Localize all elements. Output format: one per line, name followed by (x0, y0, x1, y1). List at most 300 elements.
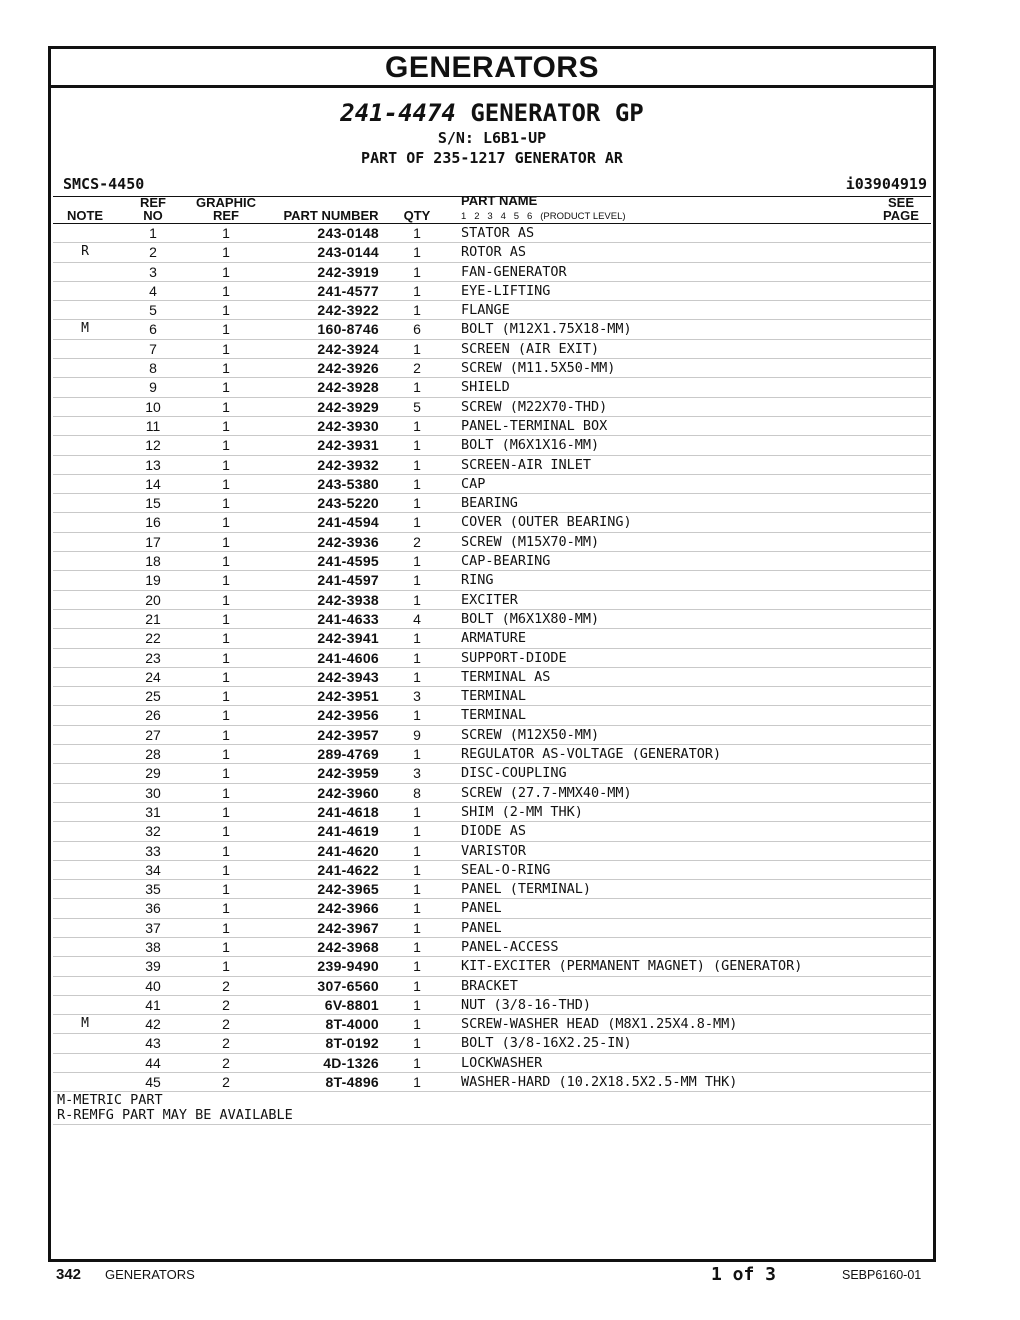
part-number-cell: 242-3929 (317, 398, 379, 415)
ref-no-cell: 3 (149, 263, 157, 280)
qty-cell: 1 (413, 707, 421, 724)
part-name-cell: PANEL-ACCESS (461, 938, 559, 955)
part-name-cell: PANEL (TERMINAL) (461, 881, 592, 898)
table-row (53, 1015, 931, 1034)
graphic-ref-cell: 2 (222, 996, 230, 1013)
part-number-cell: 289-4769 (317, 746, 379, 763)
qty-cell: 1 (413, 938, 421, 955)
qty-cell: 3 (413, 765, 421, 782)
ref-no-cell: 44 (145, 1054, 161, 1071)
part-name-cell: VARISTOR (461, 842, 527, 859)
ref-no-cell: 37 (145, 919, 161, 936)
graphic-ref-cell: 1 (222, 958, 230, 975)
ref-no-cell: 38 (145, 938, 161, 955)
part-number-cell: 241-4622 (317, 861, 379, 878)
col-graphic-top: GRAPHIC (196, 195, 256, 210)
part-name-cell: COVER (OUTER BEARING) (461, 514, 632, 531)
col-ref-bottom: NO (143, 208, 163, 223)
part-number-cell: 160-8746 (317, 321, 379, 338)
ref-no-cell: 32 (145, 823, 161, 840)
ref-no-cell: 13 (145, 456, 161, 473)
table-row (53, 629, 931, 648)
part-number-cell: 8T-4000 (325, 1016, 379, 1033)
graphic-ref-cell: 1 (222, 803, 230, 820)
part-number-cell: 242-3930 (317, 417, 379, 434)
graphic-ref-cell: 2 (222, 1054, 230, 1071)
graphic-ref-cell: 1 (222, 881, 230, 898)
part-number-cell: 307-6560 (317, 977, 379, 994)
table-row (53, 552, 931, 571)
qty-cell: 1 (413, 302, 421, 319)
part-name-cell: SCREW (M12X50-MM) (461, 726, 600, 743)
qty-cell: 1 (413, 823, 421, 840)
part-name-cell: SUPPORT-DIODE (461, 649, 567, 666)
table-row (53, 977, 931, 996)
part-name-cell: SHIELD (461, 379, 510, 396)
graphic-ref-cell: 1 (222, 244, 230, 261)
part-name-cell: DISC-COUPLING (461, 765, 567, 782)
ref-no-cell: 23 (145, 649, 161, 666)
qty-cell: 1 (413, 900, 421, 917)
part-name-cell: SCREW (M11.5X50-MM) (461, 360, 616, 377)
graphic-ref-cell: 1 (222, 668, 230, 685)
ref-no-cell: 34 (145, 861, 161, 878)
ref-no-cell: 35 (145, 881, 161, 898)
ref-no-cell: 6 (149, 321, 157, 338)
col-graphic-bottom: REF (213, 208, 239, 223)
part-number-cell: 242-3967 (317, 919, 379, 936)
graphic-ref-cell: 1 (222, 437, 230, 454)
qty-cell: 1 (413, 379, 421, 396)
qty-cell: 1 (413, 456, 421, 473)
qty-cell: 1 (413, 919, 421, 936)
smcs-code: SMCS-4450 (63, 175, 145, 193)
graphic-ref-cell: 1 (222, 630, 230, 647)
document-id: SEBP6160-01 (842, 1268, 922, 1282)
col-product-level: 1 2 3 4 5 6 (PRODUCT LEVEL) (461, 211, 626, 222)
table-row (53, 224, 931, 243)
part-number-cell: 242-3919 (317, 263, 379, 280)
ref-no-cell: 41 (145, 996, 161, 1013)
ref-no-cell: 22 (145, 630, 161, 647)
page-of: 1 of 3 (711, 1264, 777, 1285)
part-name-cell: SCREEN (AIR EXIT) (461, 340, 600, 357)
qty-cell: 1 (413, 225, 421, 241)
qty-cell: 1 (413, 1054, 421, 1071)
col-part-number: PART NUMBER (283, 208, 379, 223)
part-number-cell: 243-0148 (317, 225, 379, 241)
note-cell: R (81, 244, 89, 260)
qty-cell: 1 (413, 591, 421, 608)
table-row (53, 1054, 931, 1073)
table-row (53, 822, 931, 841)
qty-cell: 5 (413, 398, 421, 415)
part-number-cell: 6V-8801 (324, 996, 379, 1013)
table-row (53, 456, 931, 475)
part-number-cell: 242-3938 (317, 591, 379, 608)
table-row (53, 745, 931, 764)
qty-cell: 1 (413, 668, 421, 685)
part-number-cell: 242-3943 (317, 668, 379, 685)
part-number-cell: 243-5220 (317, 495, 379, 512)
group-number: 241-4474 (340, 99, 456, 127)
graphic-ref-cell: 1 (222, 572, 230, 589)
table-row (53, 475, 931, 494)
graphic-ref-cell: 1 (222, 649, 230, 666)
ref-no-cell: 4 (149, 282, 157, 299)
graphic-ref-cell: 1 (222, 553, 230, 570)
part-number-cell: 241-4618 (317, 803, 379, 820)
graphic-ref-cell: 1 (222, 765, 230, 782)
graphic-ref-cell: 1 (222, 282, 230, 299)
qty-cell: 1 (413, 495, 421, 512)
qty-cell: 3 (413, 688, 421, 705)
part-number-cell: 241-4633 (317, 610, 379, 627)
table-row (53, 687, 931, 706)
part-name-cell: BRACKET (461, 977, 518, 994)
graphic-ref-cell: 1 (222, 823, 230, 840)
group-title (51, 98, 933, 128)
qty-cell: 9 (413, 726, 421, 743)
col-see-bottom: PAGE (883, 208, 919, 223)
col-part-name: PART NAME (461, 193, 538, 208)
table-row (53, 784, 931, 803)
part-name-cell: TERMINAL AS (461, 668, 551, 685)
qty-cell: 1 (413, 803, 421, 820)
table-row (53, 803, 931, 822)
qty-cell: 1 (413, 746, 421, 763)
table-row (53, 340, 931, 359)
part-number-cell: 242-3926 (317, 360, 379, 377)
graphic-ref-cell: 1 (222, 746, 230, 763)
qty-cell: 1 (413, 1074, 421, 1091)
table-row (53, 282, 931, 301)
graphic-ref-cell: 1 (222, 225, 230, 241)
part-number-cell: 241-4595 (317, 553, 379, 570)
part-number-cell: 242-3959 (317, 765, 379, 782)
table-row (53, 320, 931, 339)
graphic-ref-cell: 1 (222, 495, 230, 512)
ref-no-cell: 20 (145, 591, 161, 608)
part-number-cell: 242-3928 (317, 379, 379, 396)
graphic-ref-cell: 1 (222, 514, 230, 531)
part-name-cell: WASHER-HARD (10.2X18.5X2.5-MM THK) (461, 1074, 738, 1091)
ref-no-cell: 7 (149, 340, 157, 357)
table-row (53, 957, 931, 976)
part-name-cell: EYE-LIFTING (461, 282, 551, 299)
graphic-ref-cell: 1 (222, 379, 230, 396)
note-cell: M (81, 1016, 89, 1032)
qty-cell: 1 (413, 630, 421, 647)
part-name-cell: BOLT (M12X1.75X18-MM) (461, 321, 632, 338)
graphic-ref-cell: 1 (222, 919, 230, 936)
illustration-id: i03904919 (845, 175, 927, 193)
qty-cell: 8 (413, 784, 421, 801)
qty-cell: 1 (413, 1016, 421, 1033)
part-name-cell: SCREEN-AIR INLET (461, 456, 592, 473)
graphic-ref-cell: 1 (222, 456, 230, 473)
part-number-cell: 242-3951 (317, 688, 379, 705)
ref-no-cell: 39 (145, 958, 161, 975)
ref-no-cell: 36 (145, 900, 161, 917)
part-name-cell: ROTOR AS (461, 244, 527, 261)
part-number-cell: 242-3931 (317, 437, 379, 454)
table-row (53, 1073, 931, 1092)
part-number-cell: 242-3956 (317, 707, 379, 724)
table-row (53, 706, 931, 725)
parts-page-frame (48, 46, 936, 1262)
ref-no-cell: 11 (145, 417, 161, 434)
graphic-ref-cell: 1 (222, 938, 230, 955)
serial-range: S/N: L6B1-UP (437, 129, 547, 147)
part-number-cell: 243-5380 (317, 475, 379, 492)
part-number-cell: 241-4619 (317, 823, 379, 840)
part-name-cell: FAN-GENERATOR (461, 263, 567, 280)
part-name-cell: CAP-BEARING (461, 553, 551, 570)
graphic-ref-cell: 1 (222, 784, 230, 801)
column-headers (53, 193, 931, 224)
graphic-ref-cell: 1 (222, 302, 230, 319)
ref-no-cell: 40 (145, 977, 161, 994)
graphic-ref-cell: 1 (222, 842, 230, 859)
part-number-cell: 242-3960 (317, 784, 379, 801)
ref-no-cell: 43 (145, 1035, 161, 1052)
col-see-top: SEE (887, 195, 914, 210)
ref-no-cell: 1 (149, 225, 157, 241)
part-number-cell: 241-4606 (317, 649, 379, 666)
part-name-cell: EXCITER (461, 591, 518, 608)
ref-no-cell: 5 (149, 302, 157, 319)
table-row (53, 417, 931, 436)
table-row (53, 899, 931, 918)
table-row (53, 533, 931, 552)
ref-no-cell: 21 (145, 610, 161, 627)
qty-cell: 1 (413, 958, 421, 975)
table-row (53, 919, 931, 938)
graphic-ref-cell: 1 (222, 861, 230, 878)
ref-no-cell: 17 (145, 533, 161, 550)
ref-no-cell: 27 (145, 726, 161, 743)
parts-list (51, 224, 933, 1092)
ref-no-cell: 9 (149, 379, 157, 396)
part-name-cell: BEARING (461, 495, 518, 512)
graphic-ref-cell: 2 (222, 1016, 230, 1033)
ref-no-cell: 25 (145, 688, 161, 705)
part-number-cell: 241-4594 (317, 514, 379, 531)
table-row (53, 301, 931, 320)
table-row (53, 591, 931, 610)
qty-cell: 1 (413, 282, 421, 299)
part-number-cell: 242-3957 (317, 726, 379, 743)
part-name-cell: REGULATOR AS-VOLTAGE (GENERATOR) (461, 746, 722, 763)
table-row (53, 938, 931, 957)
qty-cell: 1 (413, 340, 421, 357)
table-row (53, 996, 931, 1015)
table-row (53, 610, 931, 629)
ref-no-cell: 16 (145, 514, 161, 531)
table-row (53, 764, 931, 783)
ref-no-cell: 15 (145, 495, 161, 512)
ref-no-cell: 8 (149, 360, 157, 377)
page-footer (0, 1264, 1020, 1288)
graphic-ref-cell: 1 (222, 360, 230, 377)
table-row (53, 359, 931, 378)
part-number-cell: 4D-1326 (323, 1054, 379, 1071)
graphic-ref-cell: 1 (222, 417, 230, 434)
part-name-cell: SCREW-WASHER HEAD (M8X1.25X4.8-MM) (461, 1016, 738, 1033)
graphic-ref-cell: 1 (222, 726, 230, 743)
ref-no-cell: 26 (145, 707, 161, 724)
table-row (53, 398, 931, 417)
part-number-cell: 8T-4896 (325, 1074, 379, 1091)
qty-cell: 1 (413, 417, 421, 434)
ref-no-cell: 29 (145, 765, 161, 782)
group-name: GENERATOR GP (470, 99, 644, 127)
part-name-cell: CAP (461, 475, 486, 492)
part-name-cell: PANEL-TERMINAL BOX (461, 417, 608, 434)
ref-no-cell: 14 (145, 475, 161, 492)
part-number-cell: 242-3965 (317, 881, 379, 898)
part-number-cell: 241-4597 (317, 572, 379, 589)
ref-no-cell: 30 (145, 784, 161, 801)
part-number-cell: 242-3968 (317, 938, 379, 955)
table-row (53, 263, 931, 282)
qty-cell: 1 (413, 1035, 421, 1052)
ref-no-cell: 19 (145, 572, 161, 589)
ref-no-cell: 42 (145, 1016, 161, 1033)
graphic-ref-cell: 1 (222, 263, 230, 280)
part-name-cell: TERMINAL (461, 707, 527, 724)
part-name-cell: NUT (3/8-16-THD) (461, 996, 592, 1013)
col-qty: QTY (403, 208, 431, 223)
part-name-cell: ARMATURE (461, 630, 527, 647)
table-row (53, 513, 931, 532)
part-number-cell: 241-4577 (317, 282, 379, 299)
notes-block (53, 1092, 931, 1125)
qty-cell: 1 (413, 263, 421, 280)
graphic-ref-cell: 2 (222, 977, 230, 994)
part-name-cell: PANEL (461, 919, 502, 936)
graphic-ref-cell: 1 (222, 340, 230, 357)
part-name-cell: SEAL-O-RING (461, 861, 551, 878)
part-name-cell: SHIM (2-MM THK) (461, 803, 583, 820)
part-number-cell: 241-4620 (317, 842, 379, 859)
table-row (53, 1034, 931, 1053)
table-row (53, 668, 931, 687)
qty-cell: 1 (413, 649, 421, 666)
col-ref-top: REF (140, 195, 166, 210)
note-metric: M-METRIC PART (57, 1092, 163, 1109)
note-remfg: R-REMFG PART MAY BE AVAILABLE (57, 1107, 293, 1124)
table-row (53, 243, 931, 262)
part-of-line: PART OF 235-1217 GENERATOR AR (361, 149, 623, 167)
qty-cell: 1 (413, 977, 421, 994)
qty-cell: 1 (413, 996, 421, 1013)
part-name-cell: BOLT (M6X1X80-MM) (461, 610, 600, 627)
qty-cell: 1 (413, 553, 421, 570)
table-row (53, 726, 931, 745)
footer-section: GENERATORS (105, 1267, 195, 1282)
qty-cell: 4 (413, 610, 421, 627)
part-name-cell: STATOR AS (461, 225, 535, 241)
part-number-cell: 242-3932 (317, 456, 379, 473)
part-number-cell: 242-3966 (317, 900, 379, 917)
qty-cell: 6 (413, 321, 421, 338)
part-name-cell: BOLT (M6X1X16-MM) (461, 437, 600, 454)
part-number-cell: 8T-0192 (325, 1035, 379, 1052)
table-row (53, 880, 931, 899)
ref-no-cell: 10 (145, 398, 161, 415)
part-name-cell: SCREW (27.7-MMX40-MM) (461, 784, 632, 801)
table-row (53, 494, 931, 513)
table-row (53, 861, 931, 880)
ref-no-cell: 24 (145, 668, 161, 685)
part-name-cell: PANEL (461, 900, 502, 917)
part-name-cell: LOCKWASHER (461, 1054, 543, 1071)
graphic-ref-cell: 1 (222, 475, 230, 492)
ref-no-cell: 33 (145, 842, 161, 859)
ref-no-cell: 31 (145, 803, 161, 820)
qty-cell: 1 (413, 572, 421, 589)
part-name-cell: DIODE AS (461, 823, 527, 840)
graphic-ref-cell: 2 (222, 1074, 230, 1091)
graphic-ref-cell: 1 (222, 688, 230, 705)
table-row (53, 842, 931, 861)
ref-no-cell: 18 (145, 553, 161, 570)
table-row (53, 571, 931, 590)
qty-cell: 1 (413, 861, 421, 878)
part-number-cell: 242-3941 (317, 630, 379, 647)
ref-no-cell: 45 (145, 1074, 161, 1091)
section-title: GENERATORS (51, 49, 933, 88)
part-name-cell: KIT-EXCITER (PERMANENT MAGNET) (GENERATOR) (461, 958, 803, 975)
graphic-ref-cell: 1 (222, 398, 230, 415)
note-cell: M (81, 321, 89, 337)
qty-cell: 1 (413, 475, 421, 492)
part-name-cell: TERMINAL (461, 688, 527, 705)
graphic-ref-cell: 1 (222, 591, 230, 608)
table-row (53, 378, 931, 397)
part-number-cell: 242-3936 (317, 533, 379, 550)
part-name-cell: SCREW (M15X70-MM) (461, 533, 600, 550)
graphic-ref-cell: 1 (222, 707, 230, 724)
table-row (53, 649, 931, 668)
page-number: 342 (56, 1266, 82, 1283)
qty-cell: 1 (413, 244, 421, 261)
part-number-cell: 243-0144 (317, 244, 379, 261)
ref-no-cell: 28 (145, 746, 161, 763)
ref-no-cell: 2 (149, 244, 157, 261)
graphic-ref-cell: 1 (222, 533, 230, 550)
part-number-cell: 242-3922 (317, 302, 379, 319)
qty-cell: 1 (413, 514, 421, 531)
qty-cell: 1 (413, 842, 421, 859)
qty-cell: 1 (413, 881, 421, 898)
col-note: NOTE (66, 208, 104, 223)
graphic-ref-cell: 1 (222, 321, 230, 338)
part-name-cell: SCREW (M22X70-THD) (461, 398, 608, 415)
table-row (53, 436, 931, 455)
part-number-cell: 242-3924 (317, 340, 379, 357)
part-name-cell: BOLT (3/8-16X2.25-IN) (461, 1035, 632, 1052)
part-name-cell: FLANGE (461, 302, 510, 319)
graphic-ref-cell: 1 (222, 900, 230, 917)
part-name-cell: RING (461, 572, 494, 589)
graphic-ref-cell: 1 (222, 610, 230, 627)
group-header (51, 98, 933, 168)
graphic-ref-cell: 2 (222, 1035, 230, 1052)
qty-cell: 1 (413, 437, 421, 454)
